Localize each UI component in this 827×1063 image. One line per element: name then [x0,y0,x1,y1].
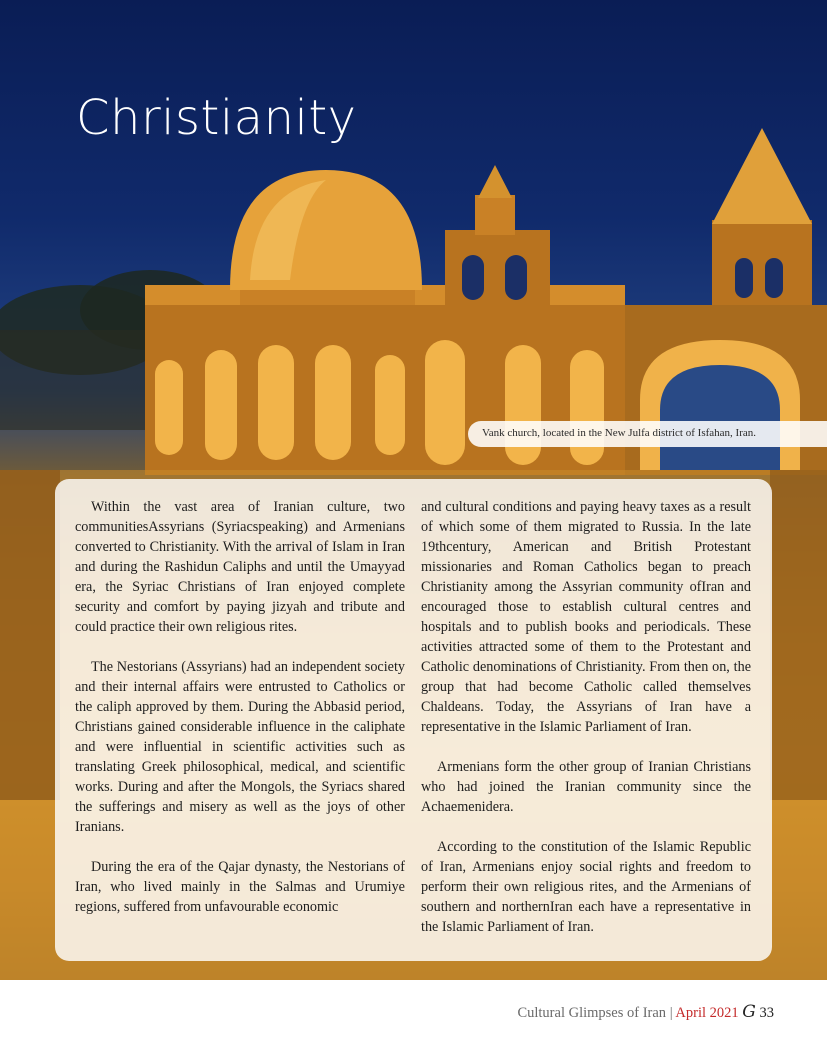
page-footer [517,1002,774,1022]
left-column [75,497,405,937]
publication-name: Cultural Glimpses of Iran [517,1005,667,1021]
paragraph: and cultural conditions and paying heavy taxes as a result of which some of them migrated to Russia. In the late 19thcentury, American and British Protestant missionaries and Roman Catholics began to preach Christianity among the Assyrian community ofIran and encouraged those to establish cultural centres and hospitals and to publish books and periodicals. These activities attracted some of them to the Protestant and Catholic denominations of Christianity. From then on, the group that had become Catholic called themselves Chaldeans. Today, the Assyrians of Iran have a representative in the Islamic Parliament of Iran. [421,499,751,735]
image-caption: Vank church, located in the New Julfa district of Isfahan, Iran. [468,421,827,447]
paragraph: Within the vast area of Iranian culture, two communitiesAssyrians (Syriacspeaking) and Armenians converted to Christianity. With the arrival of Islam in Iran and during the Rashidun Caliphs and until the Umayyad era, the Syriac Christians of Iran enjoyed complete security and comfort by paying jizyah and tribute and could practice their own religious rites. [75,499,405,635]
paragraph: The Nestorians (Assyrians) had an independent society and their internal affairs were entrusted to Catholics or the caliph approved by them. During the Abbasid period, Christians gained considerable influence in the caliphate and were influential in scientific activities such as translating Greek philosophical, medical, and scientific works. During and after the Mongols, the Syriacs shared the sufferings and misery as well as the joys of other Iranians. [75,659,405,835]
right-column [421,497,751,957]
page-number: 33 [759,1005,774,1021]
page-title: Christianity [76,90,357,146]
issue-date: April 2021 [675,1005,739,1021]
paragraph: During the era of the Qajar dynasty, the Nestorians of Iran, who lived mainly in the Salmas and Urumiye regions, suffered from unfavourable economic [75,859,405,915]
footer-separator: | [669,1005,673,1021]
magazine-logo: G [742,1002,756,1022]
paragraph: According to the constitution of the Islamic Republic of Iran, Armenians enjoy social rights and freedom to perform their own religious rites, and the Armenians of southern and northernIran each have a representative in the Islamic Parliament of Iran. [421,839,751,935]
paragraph: Armenians form the other group of Iranian Christians who had joined the Iranian community since the Achaemenidera. [421,759,751,815]
